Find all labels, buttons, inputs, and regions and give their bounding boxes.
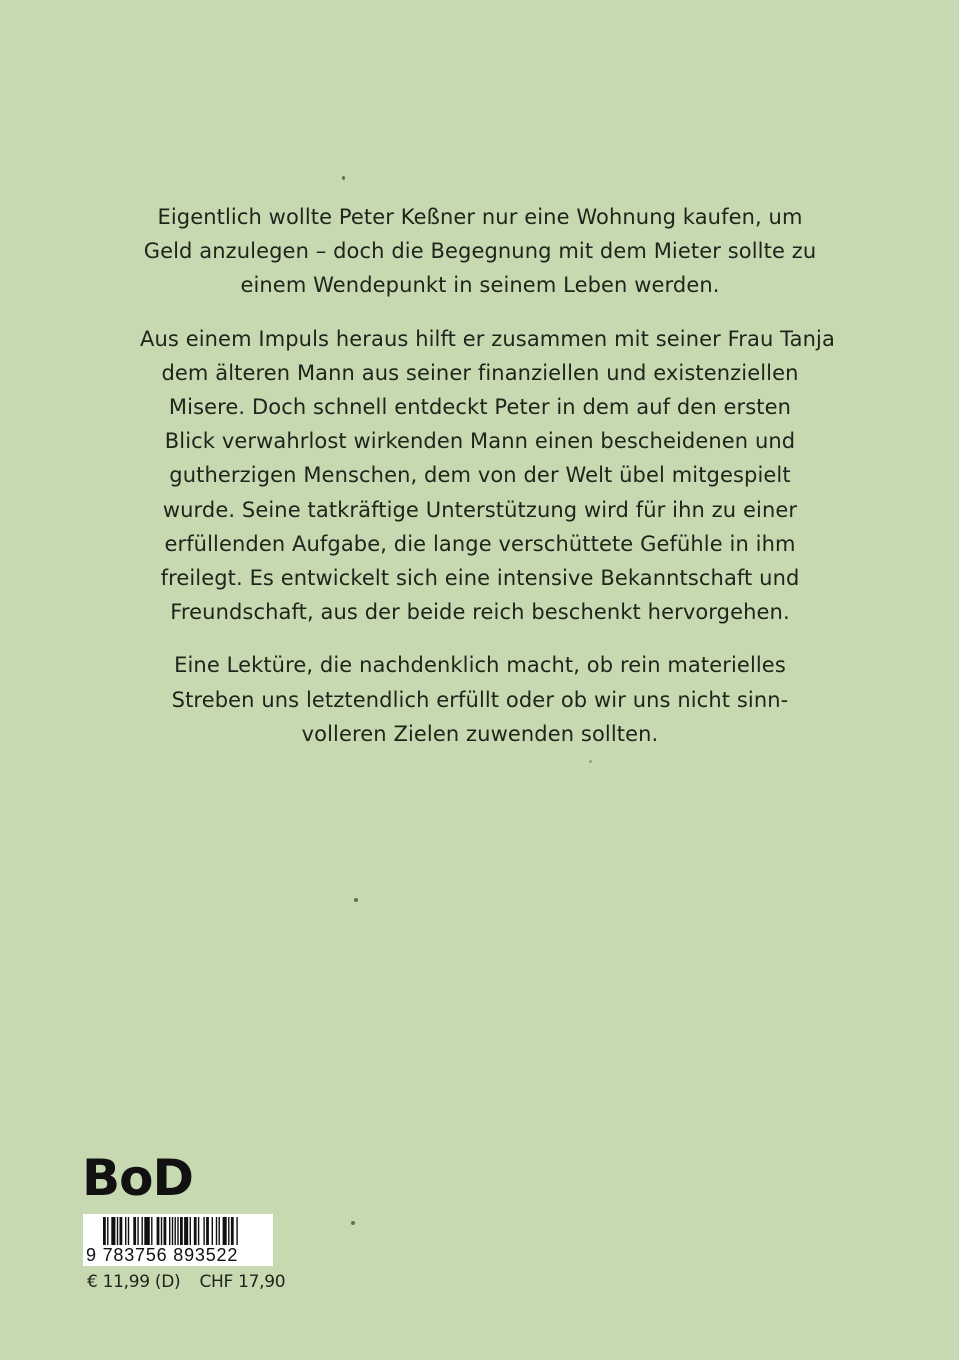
description-line: Streben uns letztendlich erfüllt oder ob wir uns nicht sinn-: [171, 687, 789, 712]
barcode-bar: [175, 1217, 176, 1245]
description-line: wurde. Seine tatkräftige Unterstützung wird für ihn zu einer: [162, 497, 798, 522]
barcode-bar: [117, 1217, 118, 1245]
description-line: Eine Lektüre, die nachdenklich macht, ob rein materielles: [174, 653, 786, 678]
barcode-bar: [190, 1217, 191, 1245]
barcode-bar: [128, 1217, 129, 1245]
description-paragraph: [140, 322, 835, 630]
barcode-bar: [223, 1217, 227, 1245]
price-line: [87, 1272, 285, 1292]
barcode-bar: [206, 1217, 209, 1245]
barcode-bar: [157, 1217, 160, 1245]
paper-speck: [342, 176, 345, 180]
description-line: Geld anzulegen – doch die Begegnung mit dem Mieter sollte zu: [143, 239, 817, 264]
description-line: dem älteren Mann aus seiner finanziellen und existenziellen: [161, 360, 799, 385]
barcode-bar: [198, 1217, 199, 1245]
barcode-bar: [219, 1217, 220, 1245]
barcode-bar: [203, 1217, 204, 1245]
barcode-bar: [125, 1217, 126, 1245]
barcode-bar: [161, 1217, 162, 1245]
barcode-bar: [151, 1217, 152, 1245]
barcode-bar: [169, 1217, 170, 1245]
barcode-bar: [164, 1217, 167, 1245]
isbn-digits: 9 783756 893522: [86, 1245, 239, 1265]
description-line: volleren Zielen zuwenden sollten.: [301, 721, 659, 746]
description-line: Blick verwahrlost wirkenden Mann einen bescheidenen und: [164, 429, 796, 454]
price-germany: € 11,99 (D): [87, 1272, 181, 1292]
description-line: erfüllenden Aufgabe, die lange verschüttete Gefühle in ihm: [164, 531, 796, 556]
barcode-bar: [111, 1217, 115, 1245]
barcode-bar: [228, 1217, 229, 1245]
description-line: gutherzigen Menschen, dem von der Welt übel mitgespielt: [169, 463, 791, 488]
barcode-bar: [177, 1217, 178, 1245]
paper-speck: [354, 898, 358, 902]
barcode-bar: [172, 1217, 173, 1245]
barcode-bar: [216, 1217, 217, 1245]
description-paragraph: [140, 200, 820, 303]
barcode-bar: [180, 1217, 183, 1245]
barcode-bar: [194, 1217, 197, 1245]
description-line: Misere. Doch schnell entdeckt Peter in dem auf den ersten: [168, 395, 792, 420]
description-line: freilegt. Es entwickelt sich eine intensive Bekanntschaft und: [160, 566, 800, 591]
barcode-bar: [107, 1217, 108, 1245]
barcode-bar: [142, 1217, 143, 1245]
barcode-bar: [120, 1217, 123, 1245]
price-switzerland: CHF 17,90: [199, 1272, 286, 1292]
book-description: [140, 200, 835, 770]
barcode-bar: [137, 1217, 138, 1245]
description-paragraph: [140, 648, 820, 751]
description-line: einem Wendepunkt in seinem Leben werden.: [240, 273, 720, 298]
barcode-bar: [231, 1217, 234, 1245]
publisher-logo: BoD: [82, 1149, 193, 1207]
description-line: Aus einem Impuls heraus hilft er zusammen mit seiner Frau Tanja: [140, 326, 835, 351]
barcode-bar: [133, 1217, 136, 1245]
barcode-bar: [103, 1217, 106, 1245]
isbn-barcode: [83, 1214, 273, 1266]
paper-speck: [351, 1221, 355, 1225]
barcode-bar: [144, 1217, 150, 1245]
barcode-bar: [236, 1217, 237, 1245]
barcode-bar: [212, 1217, 213, 1245]
barcode-bar: [184, 1217, 188, 1245]
description-line: Freundschaft, aus der beide reich beschenkt hervorgehen.: [170, 600, 790, 625]
description-line: Eigentlich wollte Peter Keßner nur eine Wohnung kaufen, um: [157, 205, 803, 229]
